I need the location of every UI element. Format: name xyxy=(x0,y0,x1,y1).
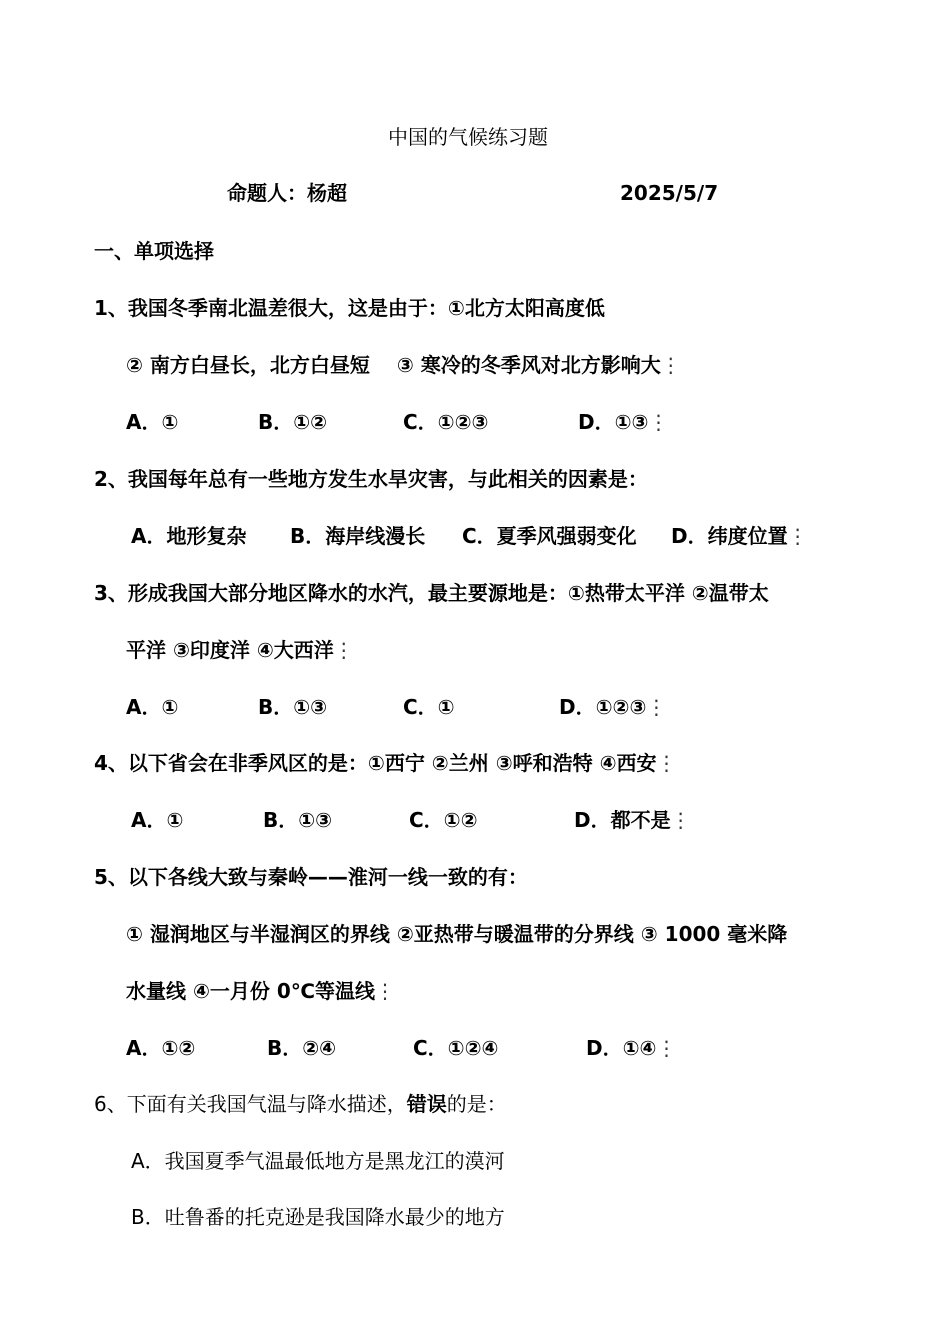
paragraph-mark-icon: ⋮ xyxy=(656,751,677,775)
question-6-emphasis: 错误 xyxy=(406,1092,447,1116)
question-5-stem-cont-2: 水量线 ④一月份 0℃等温线⋮ xyxy=(126,979,395,1003)
question-3-option-c: C．① xyxy=(403,695,455,719)
question-3-option-b: B．①③ xyxy=(258,695,328,719)
date-line: 2025/5/7 xyxy=(620,181,719,205)
paragraph-mark-icon: ⋮ xyxy=(646,695,667,719)
page-title: 中国的气候练习题 xyxy=(388,125,548,149)
question-3-stem: 3、形成我国大部分地区降水的水汽，最主要源地是：①热带太平洋 ②温带太 xyxy=(94,581,769,605)
question-1-option-a: A．① xyxy=(126,410,179,434)
paragraph-mark-icon: ⋮ xyxy=(787,524,808,548)
question-4-option-a: A．① xyxy=(131,808,184,832)
paragraph-mark-icon: ⋮ xyxy=(648,410,669,434)
question-4-option-c: C．①② xyxy=(409,808,478,832)
question-1-stem: 1、我国冬季南北温差很大，这是由于：①北方太阳高度低 xyxy=(94,296,605,320)
question-4-stem: 4、以下省会在非季风区的是：①西宁 ②兰州 ③呼和浩特 ④西安⋮ xyxy=(94,751,677,775)
question-5-option-d: D．①④⋮ xyxy=(586,1036,677,1060)
question-2-option-c: C．夏季风强弱变化 xyxy=(462,524,637,548)
question-5-option-b: B．②④ xyxy=(267,1036,337,1060)
question-1-option-d: D．①③⋮ xyxy=(578,410,669,434)
question-3-option-a: A．① xyxy=(126,695,179,719)
paragraph-mark-icon: ⋮ xyxy=(670,808,691,832)
question-1-option-c: C．①②③ xyxy=(403,410,489,434)
question-2-stem: 2、我国每年总有一些地方发生水旱灾害，与此相关的因素是： xyxy=(94,467,648,491)
question-1-stem-cont: ② 南方白昼长，北方白昼短 ③ 寒冷的冬季风对北方影响大⋮ xyxy=(126,353,681,377)
section-title: 一、单项选择 xyxy=(94,239,214,263)
question-6-option-a: A．我国夏季气温最低地方是黑龙江的漠河 xyxy=(131,1149,505,1173)
question-5-option-c: C．①②④ xyxy=(413,1036,499,1060)
question-2-option-a: A．地形复杂 xyxy=(131,524,247,548)
author-line: 命题人：杨超 xyxy=(227,181,347,205)
question-5-stem: 5、以下各线大致与秦岭——淮河一线一致的有： xyxy=(94,865,528,889)
paragraph-mark-icon: ⋮ xyxy=(333,638,354,662)
paragraph-mark-icon: ⋮ xyxy=(656,1036,677,1060)
paragraph-mark-icon: ⋮ xyxy=(660,353,681,377)
question-6-stem: 6、下面有关我国气温与降水描述，错误的是： xyxy=(94,1092,507,1116)
question-4-option-d: D．都不是⋮ xyxy=(574,808,691,832)
question-3-stem-cont: 平洋 ③印度洋 ④大西洋⋮ xyxy=(126,638,354,662)
question-2-option-d: D．纬度位置⋮ xyxy=(671,524,808,548)
question-4-option-b: B．①③ xyxy=(263,808,333,832)
paragraph-mark-icon: ⋮ xyxy=(375,979,395,1003)
question-3-option-d: D．①②③⋮ xyxy=(559,695,667,719)
question-5-option-a: A．①② xyxy=(126,1036,196,1060)
question-1-option-b: B．①② xyxy=(258,410,328,434)
question-6-option-b: B．吐鲁番的托克逊是我国降水最少的地方 xyxy=(131,1205,505,1229)
question-5-stem-cont: ① 湿润地区与半湿润区的界线 ②亚热带与暖温带的分界线 ③ 1000 毫米降 xyxy=(126,922,788,946)
question-2-option-b: B．海岸线漫长 xyxy=(290,524,426,548)
